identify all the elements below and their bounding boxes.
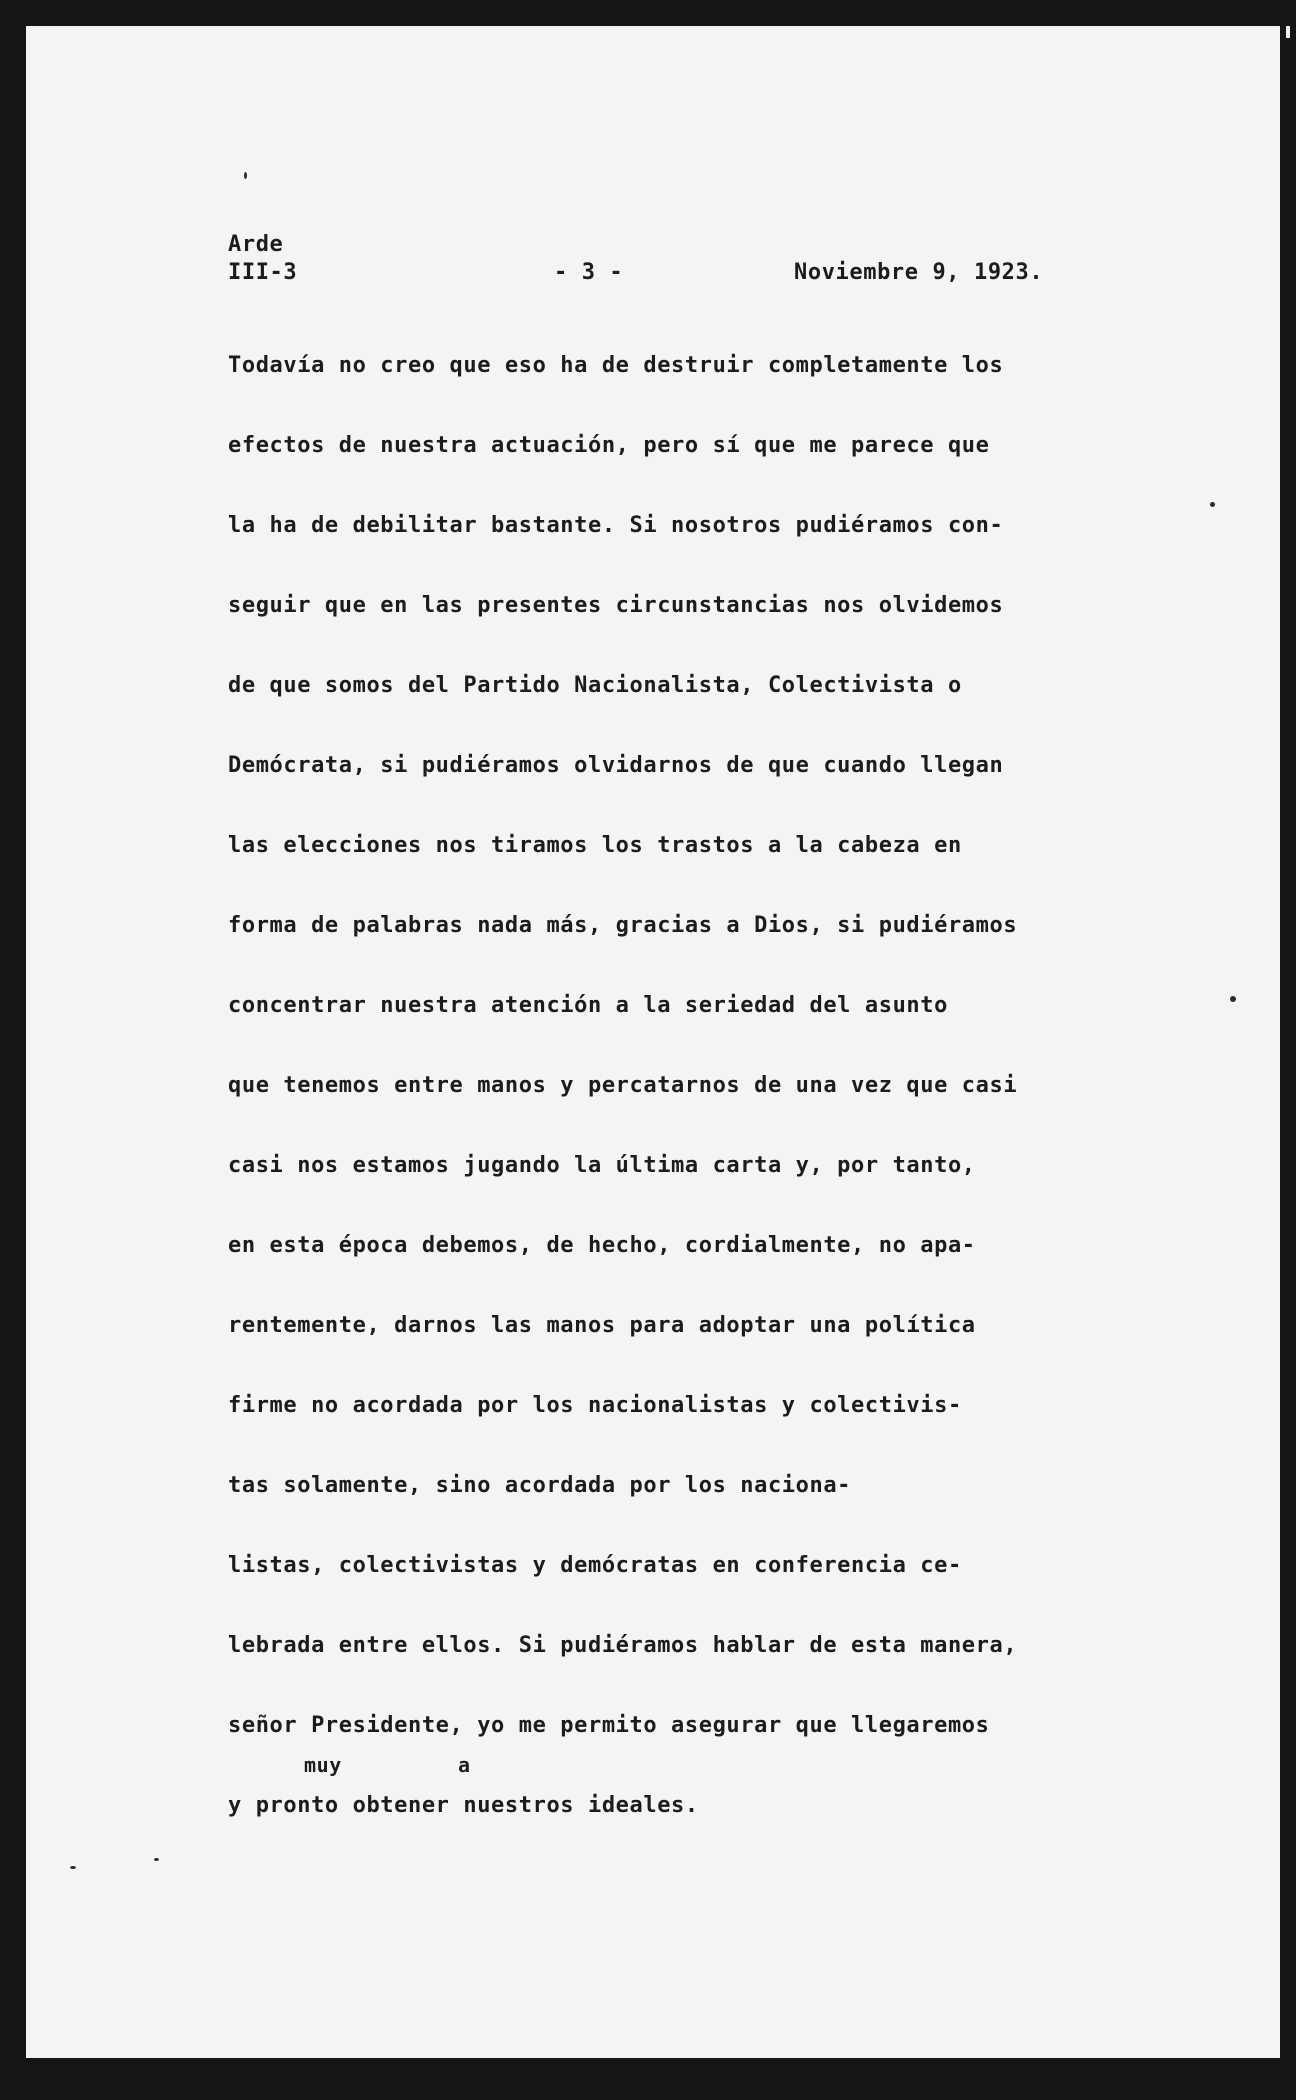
body-line-9: concentrar nuestra atención a la seriedad del asunto bbox=[228, 993, 948, 1018]
body-line-4: seguir que en las presentes circunstancias nos olvidemos bbox=[228, 593, 1004, 618]
frame-edge-mark bbox=[1286, 26, 1290, 38]
author-reference: Arde bbox=[228, 232, 284, 257]
document-date: Noviembre 9, 1923. bbox=[794, 260, 1044, 285]
body-line-14: firme no acordada por los nacionalistas y colectivis- bbox=[228, 1393, 962, 1418]
body-line-1: Todavía no creo que eso ha de destruir completamente los bbox=[228, 353, 1004, 378]
body-line-13: rentemente, darnos las manos para adoptar una política bbox=[228, 1313, 976, 1338]
body-line-19: y pronto obtener nuestros ideales. bbox=[228, 1793, 699, 1818]
body-line-16: listas, colectivistas y demócratas en conferencia ce- bbox=[228, 1553, 962, 1578]
interlinear-correction-muy: muy bbox=[304, 1753, 342, 1777]
page-number: - 3 - bbox=[554, 260, 624, 285]
body-line-10: que tenemos entre manos y percatarnos de una vez que casi bbox=[228, 1073, 1018, 1098]
scan-speck bbox=[244, 172, 247, 179]
body-line-18: señor Presidente, yo me permito asegurar que llegaremos bbox=[228, 1713, 990, 1738]
body-line-3: la ha de debilitar bastante. Si nosotros pudiéramos con- bbox=[228, 513, 1004, 538]
body-line-2: efectos de nuestra actuación, pero sí que me parece que bbox=[228, 433, 990, 458]
scan-speck bbox=[154, 1858, 159, 1861]
code-reference: III-3 bbox=[228, 260, 298, 285]
scan-speck bbox=[1230, 996, 1236, 1002]
body-line-8: forma de palabras nada más, gracias a Dios, si pudiéramos bbox=[228, 913, 1018, 938]
body-line-12: en esta época debemos, de hecho, cordialmente, no apa- bbox=[228, 1233, 976, 1258]
body-line-5: de que somos del Partido Nacionalista, Colectivista o bbox=[228, 673, 962, 698]
document-sheet bbox=[26, 26, 1280, 2058]
body-line-15: tas solamente, sino acordada por los naciona- bbox=[228, 1473, 852, 1498]
typed-page bbox=[26, 26, 1280, 2058]
interlinear-correction-a: a bbox=[458, 1753, 471, 1777]
body-line-7: las elecciones nos tiramos los trastos a la cabeza en bbox=[228, 833, 962, 858]
scan-speck bbox=[1210, 502, 1215, 507]
body-line-6: Demócrata, si pudiéramos olvidarnos de que cuando llegan bbox=[228, 753, 1004, 778]
scan-speck bbox=[70, 1866, 76, 1869]
body-line-17: lebrada entre ellos. Si pudiéramos hablar de esta manera, bbox=[228, 1633, 1018, 1658]
body-line-11: casi nos estamos jugando la última carta y, por tanto, bbox=[228, 1153, 976, 1178]
